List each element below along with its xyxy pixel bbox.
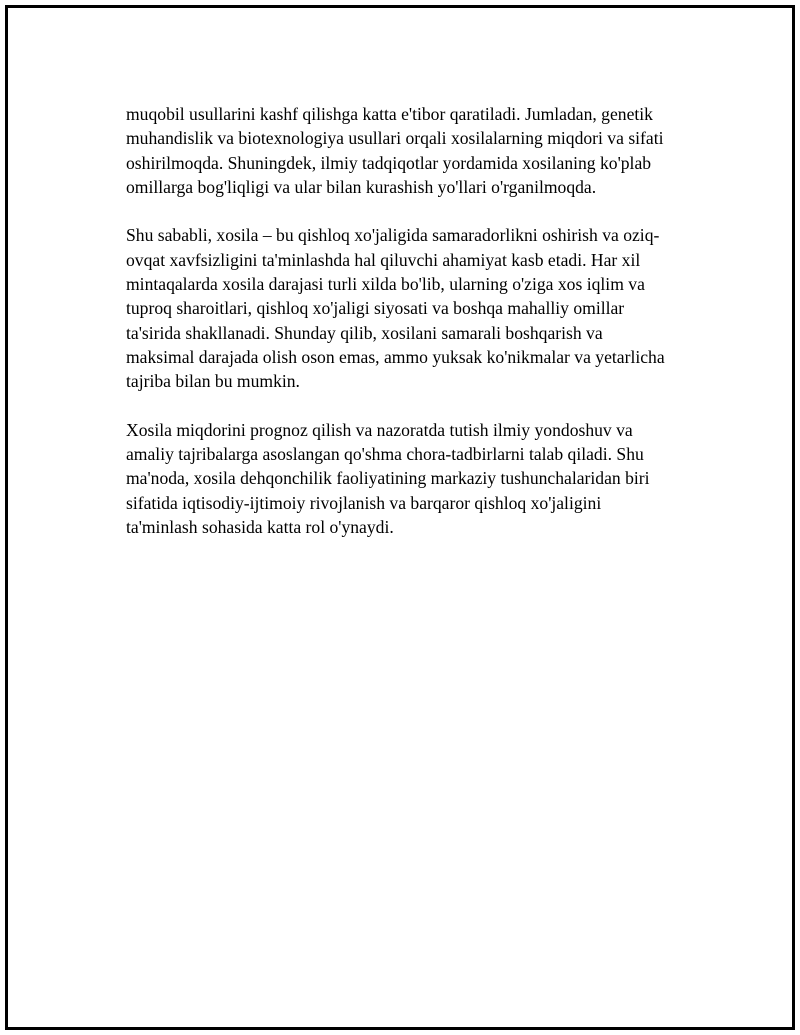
text-line: ovqat xavfsizligini ta'minlashda hal qiluvchi ahamiyat kasb etadi. Har xil — [126, 249, 641, 270]
document-body — [126, 102, 706, 564]
text-line: oshirilmoqda. Shuningdek, ilmiy tadqiqotlar yordamida xosilaning ko'plab — [126, 152, 652, 173]
paragraph-1 — [126, 102, 706, 199]
text-line: ta'minlash sohasida katta rol o'ynaydi. — [126, 517, 394, 538]
text-line: Shu sababli, xosila – bu qishloq xo'jaligida samaradorlikni oshirish va oziq- — [126, 225, 660, 246]
paragraph-2 — [126, 223, 706, 393]
text-line: omillarga bog'liqligi va ular bilan kurashish yo'llari o'rganilmoqda. — [126, 176, 597, 197]
page-frame — [5, 5, 795, 1030]
text-line: ma'noda, xosila dehqonchilik faoliyatining markaziy tushunchalaridan biri — [126, 468, 650, 489]
text-line: sifatida iqtisodiy-ijtimoiy rivojlanish va barqaror qishloq xo'jaligini — [126, 492, 602, 513]
text-line: muhandislik va biotexnologiya usullari orqali xosilalarning miqdori va sifati — [126, 128, 664, 149]
text-line: maksimal darajada olish oson emas, ammo yuksak ko'nikmalar va yetarlicha — [126, 346, 665, 367]
text-line: tuproq sharoitlari, qishloq xo'jaligi siyosati va boshqa mahalliy omillar — [126, 298, 625, 319]
text-line: mintaqalarda xosila darajasi turli xilda bo'lib, ularning o'ziga xos iqlim va — [126, 274, 645, 295]
text-line: ta'sirida shakllanadi. Shunday qilib, xosilani samarali boshqarish va — [126, 322, 603, 343]
text-line: muqobil usullarini kashf qilishga katta e'tibor qaratiladi. Jumladan, genetik — [126, 104, 653, 124]
text-line: Xosila miqdorini prognoz qilish va nazoratda tutish ilmiy yondoshuv va — [126, 419, 633, 440]
text-line: amaliy tajribalarga asoslangan qo'shma chora-tadbirlarni talab qiladi. Shu — [126, 444, 644, 465]
paragraph-3 — [126, 418, 706, 539]
text-line: tajriba bilan bu mumkin. — [126, 371, 300, 392]
